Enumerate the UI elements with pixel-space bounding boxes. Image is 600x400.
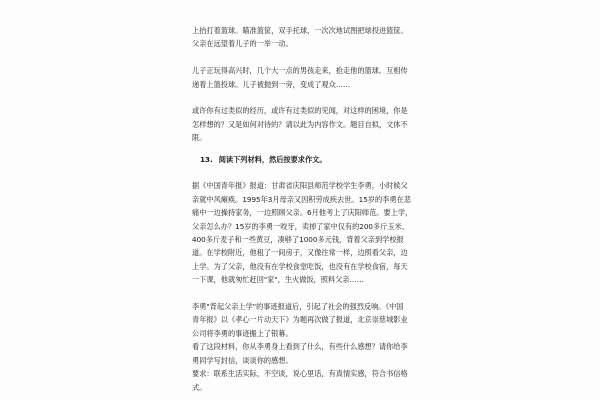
paragraph-spacer	[192, 91, 416, 104]
paragraph-spacer	[192, 145, 416, 153]
paragraph-basketball-practice	[192, 24, 416, 51]
text-line: 式。	[192, 382, 207, 392]
text-line: 青年报》以《孝心一片动天下》为题再次做了报道，北京崇慈城影业	[192, 315, 408, 325]
text-line: 怎样想的？又是如何对待的？请以此为内容作文。题目自拟，文体不	[192, 119, 408, 129]
paragraph-spacer	[192, 51, 416, 64]
text-line: 儿子正玩得高兴时，几个大一点的男孩走来，抢走他的篮球。互相传	[192, 66, 408, 76]
text-line: 或许你有过类似的经历，或许有过类似的见闻，对这样的困境，你是	[192, 106, 408, 116]
text-line: 父亲怎么办？15岁的李勇一咬牙，卖掉了家中仅有的200多斤玉米、	[192, 221, 409, 231]
text-line: 一下课，他就匆忙赶回"家"，生火做饭，照料父亲……	[192, 275, 364, 285]
text-line: 上学。为了父亲，他没有在学校食堂吃饭，也没有在学校食宿，每天	[192, 261, 408, 271]
paragraph-ball-taken	[192, 64, 416, 91]
paragraph-news-report	[192, 179, 416, 286]
document-body	[192, 24, 416, 394]
paragraph-task-requirements	[192, 340, 416, 394]
question-text: 阅读下列材料，然后按要求作文。	[218, 154, 327, 164]
text-line: 痛中一边操持家务，一边照顾父亲。6月他考上了庆阳师范。要上学，	[192, 208, 413, 218]
question-number: 13.	[200, 154, 213, 164]
text-line: 勇同学写封信，谈谈你的感想。	[192, 355, 293, 365]
text-line: 李勇"背起父亲上学"的事迹报道后，引起了社会的强烈反响。《中国	[192, 302, 404, 312]
text-line: 要求：联系生活实际，不空谈，说心里话，有真情实感，符合书信格	[192, 369, 408, 379]
text-line: 父亲在远望着儿子的一举一动。	[192, 39, 293, 49]
question-heading	[200, 153, 416, 166]
text-line: 看了这段材料，你从李勇身上看到了什么，有些什么感想？请你给李	[192, 342, 408, 352]
paragraph-spacer	[192, 166, 416, 179]
text-line: 400多斤麦子和一些黄豆，凑够了1000多元钱，背着父亲到学校报	[192, 235, 404, 245]
text-line: 亲就中风瘫痪。1995年3月母亲又因积劳成疾去世。15岁的李勇在悲	[192, 194, 411, 204]
paragraph-public-response	[192, 300, 416, 340]
text-line: 公司将李勇的事迹搬上了银幕。	[192, 328, 293, 338]
text-line: 限。	[192, 133, 207, 143]
text-line: 上抬打着篮球。瞄准篮筐，双手托球，一次次地试图把球投进篮筐。	[192, 26, 408, 35]
text-line: 据《中国青年报》报道：甘肃省庆阳县师范学校学生李勇，小时候父	[192, 181, 408, 191]
paragraph-spacer	[192, 287, 416, 300]
paragraph-writing-prompt	[192, 104, 416, 144]
text-line: 道。在学校附近，他租了一间房子，又像往常一样，边照看父亲，边	[192, 248, 408, 258]
text-line: 递着上篮投球。儿子被抛到一旁，变成了观众……	[192, 79, 351, 89]
